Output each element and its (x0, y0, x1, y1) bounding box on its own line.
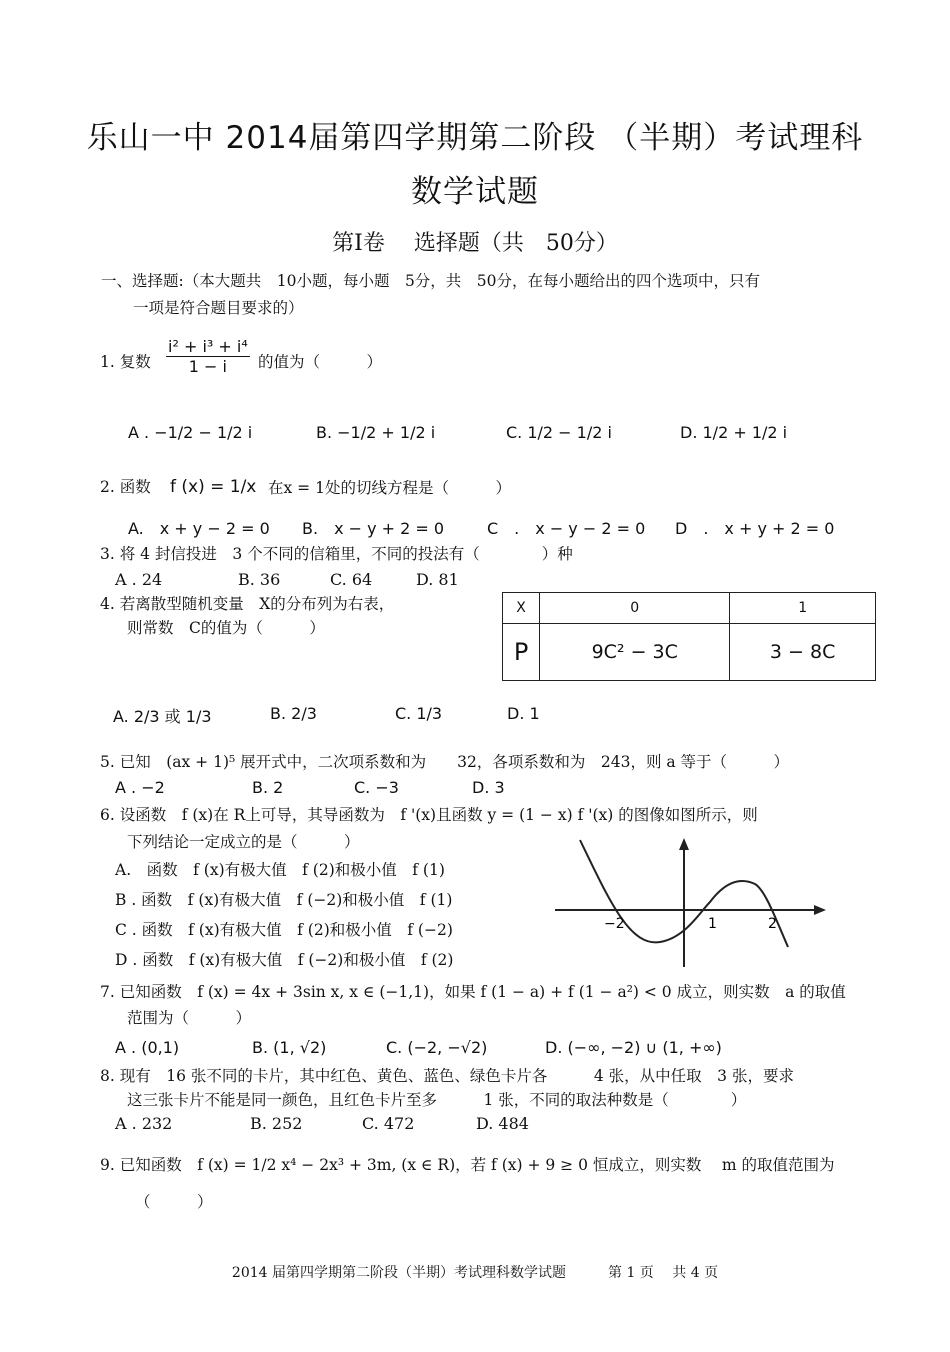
graph-label-neg2: −2 (604, 916, 625, 932)
q5-text: 5. 已知 (ax + 1)⁵ 展开式中，二次项系数和为 32，各项系数和为 243，则 a 等于（ ） (100, 753, 790, 771)
table-cell-p1: 3 − 8C (730, 624, 876, 681)
q3-text: 3. 将 4 封信投进 3 个不同的信箱里，不同的投法有（ ）种 (100, 545, 573, 563)
q2-option-b: B. x − y + 2 = 0 (302, 519, 445, 538)
q7-option-d: D. (−∞, −2) ∪ (1, +∞) (545, 1038, 722, 1057)
q1-denominator: 1 − i (188, 357, 227, 376)
q1-numerator: i² + i³ + i⁴ (168, 337, 248, 356)
q1-option-a: A . −1/2 − 1/2 i (128, 423, 253, 442)
graph-label-2: 2 (768, 916, 777, 932)
graph-label-1: 1 (708, 916, 717, 932)
q4-line2: 则常数 C的值为（ ） (127, 619, 325, 637)
distribution-table (502, 592, 876, 681)
q7-option-b: B. (1, √2) (252, 1038, 327, 1057)
q1-fraction (166, 338, 250, 377)
x-axis-arrow-icon (814, 905, 826, 915)
q1-option-c: C. 1/2 − 1/2 i (506, 423, 612, 442)
q8-line1: 8. 现有 16 张不同的卡片，其中红色、黄色、蓝色、绿色卡片各 4 张，从中任取 3 张，要求 (100, 1067, 794, 1085)
q9-line1: 9. 已知函数 f (x) = 1/2 x⁴ − 2x³ + 3m, (x ∈ R)，若 f (x) + 9 ≥ 0 恒成立，则实数 m 的取值范围为 (100, 1156, 835, 1174)
q7-option-c: C. (−2, −√2) (386, 1038, 488, 1057)
q3-option-c: C. 64 (330, 570, 373, 589)
q1-option-d: D. 1/2 + 1/2 i (680, 423, 788, 442)
q3-option-b: B. 36 (238, 570, 281, 589)
q7-line1: 7. 已知函数 f (x) = 4x + 3sin x, x ∈ (−1,1)，如果 f (1 − a) + f (1 − a²) < 0 成立，则实数 a 的取值 (100, 983, 846, 1001)
q2-prefix: 2. 函数 (100, 478, 151, 496)
q8-option-c: C. 472 (362, 1114, 415, 1133)
table-header-0: 0 (540, 593, 730, 624)
q2-option-d: D . x + y + 2 = 0 (675, 519, 835, 538)
q2-function: f (x) = 1/x (170, 477, 257, 497)
q2-option-c: C . x − y − 2 = 0 (487, 519, 646, 538)
instructions-line2: 一项是符合题目要求的） (133, 299, 304, 317)
q8-option-a: A . 232 (115, 1114, 173, 1133)
q1-prefix: 1. 复数 (100, 353, 151, 371)
q4-option-b: B. 2/3 (270, 704, 317, 723)
page-footer: 2014 届第四学期第二阶段（半期）考试理科数学试题 第 1 页 共 4 页 (231, 1265, 719, 1281)
q2-middle: 在x = 1处的切线方程是（ ） (268, 479, 511, 497)
q6-option-c: C . 函数 f (x)有极大值 f (2)和极小值 f (−2) (115, 921, 453, 939)
q4-option-a: A. 2/3 或 1/3 (113, 707, 212, 726)
q4-option-d: D. 1 (507, 704, 540, 723)
table-cell-p0: 9C² − 3C (540, 624, 730, 681)
q7-option-a: A . (0,1) (115, 1038, 180, 1057)
q6-option-b: B . 函数 f (x)有极大值 f (−2)和极小值 f (1) (115, 891, 453, 909)
q8-option-b: B. 252 (250, 1114, 303, 1133)
q7-line2: 范围为（ ） (127, 1009, 252, 1027)
q1-suffix: 的值为（ ） (258, 353, 383, 371)
exam-title-line2: 数学试题 (411, 174, 539, 210)
q6-line2: 下列结论一定成立的是（ ） (127, 833, 360, 851)
table-cell-p: P (503, 624, 540, 681)
table-header-x: X (503, 593, 540, 624)
q3-option-a: A . 24 (115, 570, 163, 589)
q9-line2: （ ） (135, 1193, 213, 1211)
table-header-1: 1 (730, 593, 876, 624)
q5-option-c: C. −3 (354, 778, 399, 797)
q6-line1: 6. 设函数 f (x)在 R上可导，其导函数为 f '(x)且函数 y = (1 − x) f '(x) 的图像如图所示，则 (100, 806, 758, 824)
q1-option-b: B. −1/2 + 1/2 i (316, 423, 436, 442)
q6-option-d: D . 函数 f (x)有极大值 f (−2)和极小值 f (2) (115, 951, 454, 969)
q3-option-d: D. 81 (416, 570, 459, 589)
exam-title-line1: 乐山一中 2014届第四学期第二阶段 （半期）考试理科 (86, 120, 864, 156)
q4-line1: 4. 若离散型随机变量 X的分布列为右表， (100, 595, 395, 613)
section-title: 第Ⅰ卷 选择题（共 50分） (332, 231, 618, 256)
instructions-line1: 一、选择题:（本大题共 10小题，每小题 5分，共 50分，在每小题给出的四个选项中，只有 (101, 272, 761, 290)
q5-option-d: D. 3 (472, 778, 505, 797)
q8-option-d: D. 484 (476, 1114, 529, 1133)
q2-option-a: A. x + y − 2 = 0 (128, 519, 270, 538)
q8-line2: 这三张卡片不能是同一颜色，且红色卡片至多 1 张，不同的取法种数是（ ） (127, 1091, 747, 1109)
q6-option-a: A. 函数 f (x)有极大值 f (2)和极小值 f (1) (115, 861, 445, 879)
q5-option-b: B. 2 (252, 778, 284, 797)
q4-option-c: C. 1/3 (395, 704, 443, 723)
q6-graph (550, 832, 830, 972)
y-axis-arrow-icon (679, 838, 689, 850)
q5-option-a: A . −2 (115, 778, 165, 797)
